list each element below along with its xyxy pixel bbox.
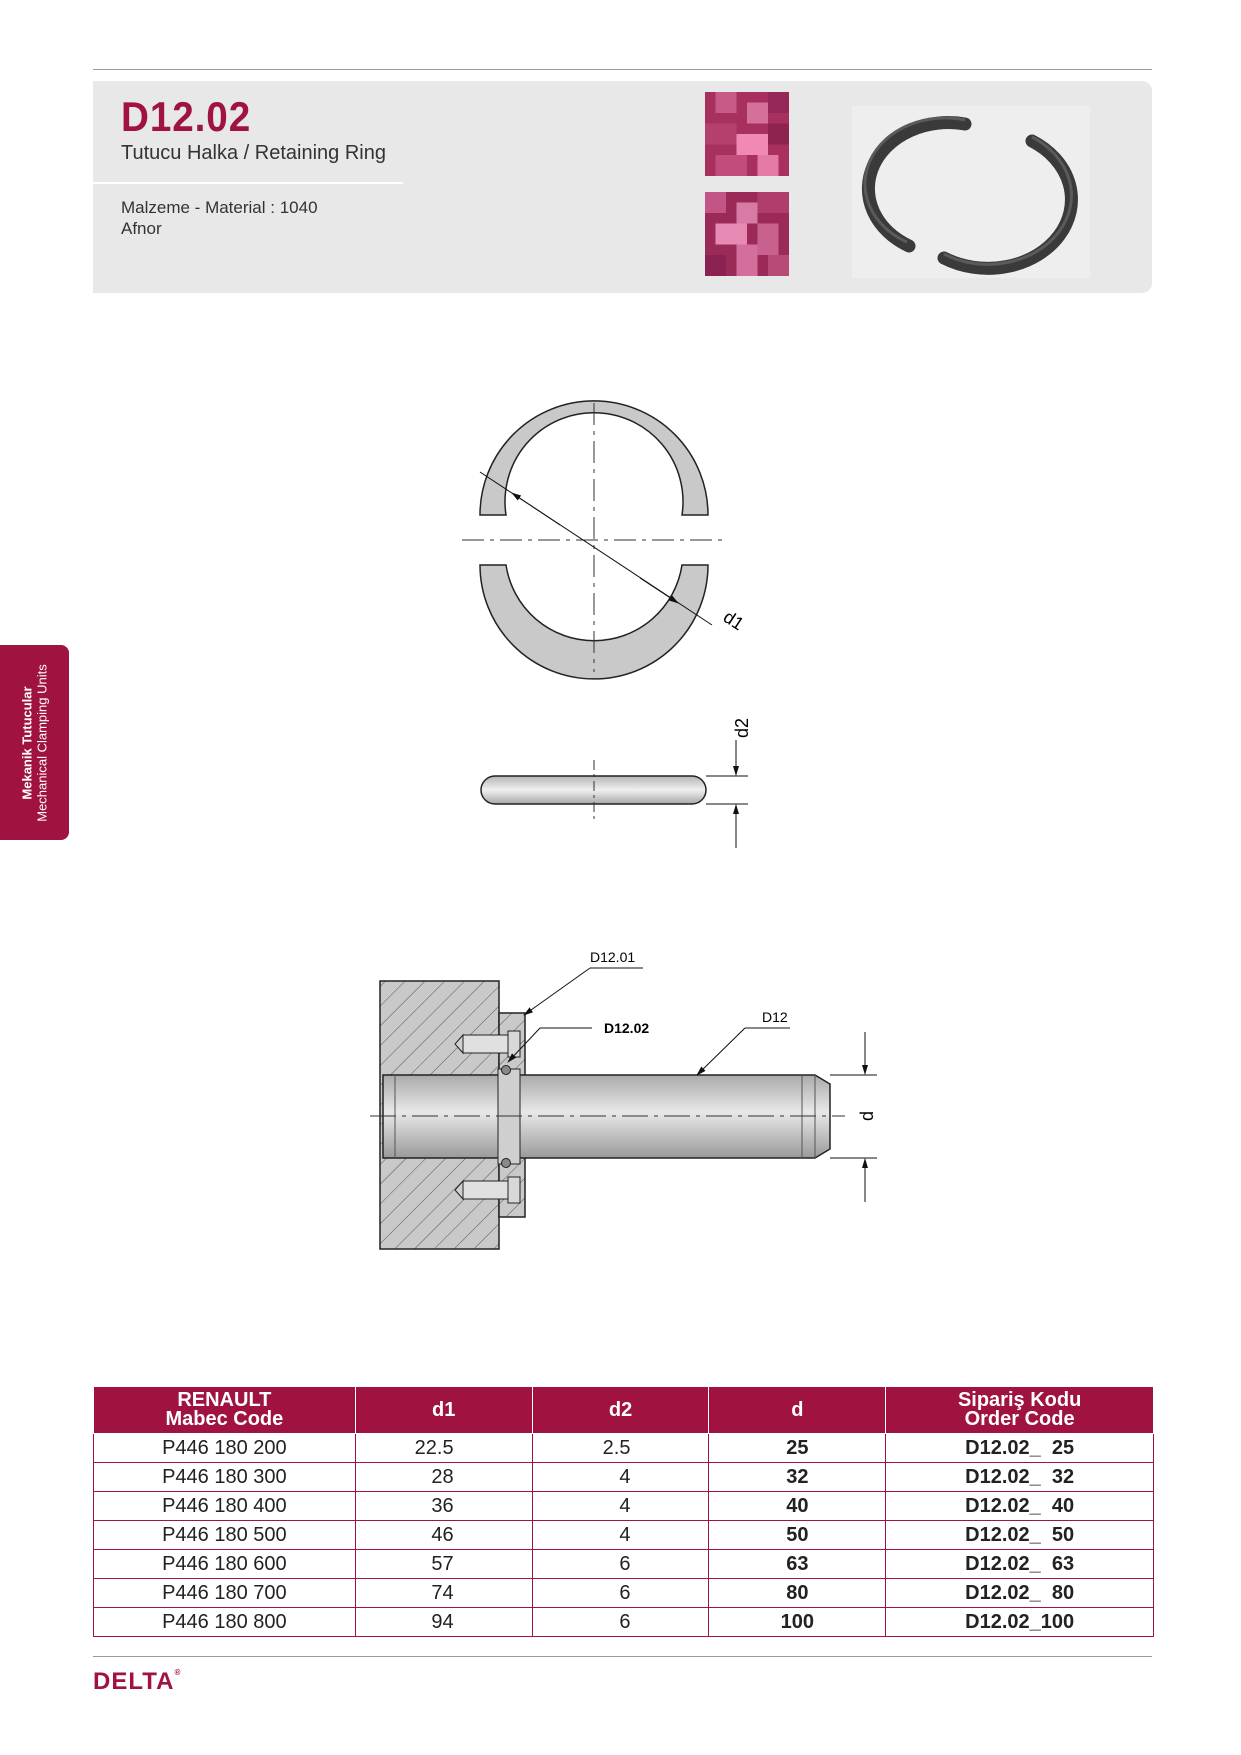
cell-d2: 6	[532, 1579, 709, 1608]
logo-text: DELTA	[93, 1668, 175, 1695]
cell-d1: 94	[355, 1608, 532, 1637]
cell-d: 63	[709, 1550, 886, 1579]
cell-renault-code: P446 180 700	[94, 1579, 356, 1608]
cell-d2: 2.5	[532, 1434, 709, 1463]
dim-label-d2: d2	[732, 717, 752, 739]
cell-d1: 57	[355, 1550, 532, 1579]
cell-order-code: D12.02_ 80	[886, 1579, 1154, 1608]
cell-d: 32	[709, 1463, 886, 1492]
ring-front-view	[462, 401, 748, 679]
table-row	[94, 1434, 1154, 1463]
table-row	[94, 1463, 1154, 1492]
cell-renault-code: P446 180 800	[94, 1608, 356, 1637]
cell-d2: 6	[532, 1550, 709, 1579]
cell-d1: 74	[355, 1579, 532, 1608]
cell-d2: 4	[532, 1463, 709, 1492]
cell-renault-code: P446 180 300	[94, 1463, 356, 1492]
table-row	[94, 1608, 1154, 1637]
ref-label-d1201: D12.01	[590, 949, 636, 965]
cell-d1: 22.5	[355, 1434, 532, 1463]
cell-d1: 28	[355, 1463, 532, 1492]
col-header-renault: RENAULT Mabec Code	[94, 1387, 356, 1434]
ref-label-d12: D12	[762, 1009, 788, 1025]
col-header-d: d	[709, 1387, 886, 1434]
dim-label-d: d	[857, 1110, 877, 1122]
ref-label-d1202: D12.02	[604, 1020, 650, 1036]
assembly-view	[370, 949, 877, 1249]
table-header-row	[94, 1387, 1154, 1434]
cell-d1: 36	[355, 1492, 532, 1521]
cell-d: 25	[709, 1434, 886, 1463]
cell-order-code: D12.02_ 63	[886, 1550, 1154, 1579]
table-row	[94, 1521, 1154, 1550]
cell-order-code: D12.02_ 50	[886, 1521, 1154, 1550]
cell-d2: 4	[532, 1492, 709, 1521]
cell-d: 100	[709, 1608, 886, 1637]
cell-renault-code: P446 180 200	[94, 1434, 356, 1463]
cell-order-code: D12.02_ 25	[886, 1434, 1154, 1463]
col-header-order-code: Sipariş Kodu Order Code	[886, 1387, 1154, 1434]
cell-order-code: D12.02_100	[886, 1608, 1154, 1637]
dim-label-d1: d1	[719, 606, 748, 635]
col-header-d1: d1	[355, 1387, 532, 1434]
col-header-d2: d2	[532, 1387, 709, 1434]
table-row	[94, 1579, 1154, 1608]
delta-logo: DELTA®	[93, 1668, 182, 1695]
cell-renault-code: P446 180 600	[94, 1550, 356, 1579]
table-row	[94, 1492, 1154, 1521]
category-tab-title: Mekanik Tutucular	[19, 686, 35, 800]
cell-renault-code: P446 180 500	[94, 1521, 356, 1550]
category-tab-subtitle: Mechanical Clamping Units	[34, 664, 50, 822]
cell-d: 80	[709, 1579, 886, 1608]
product-name: Tutucu Halka / Retaining Ring	[121, 142, 386, 164]
cell-order-code: D12.02_ 32	[886, 1463, 1154, 1492]
material-standard: Afnor	[121, 219, 162, 238]
product-code: D12.02	[121, 93, 252, 140]
cell-renault-code: P446 180 400	[94, 1492, 356, 1521]
bottom-rule	[93, 1656, 1152, 1657]
spec-table	[93, 1386, 1154, 1637]
cell-order-code: D12.02_ 40	[886, 1492, 1154, 1521]
cell-d1: 46	[355, 1521, 532, 1550]
cell-d: 50	[709, 1521, 886, 1550]
material-line: Malzeme - Material : 1040	[121, 198, 318, 217]
cell-d2: 6	[532, 1608, 709, 1637]
cell-d2: 4	[532, 1521, 709, 1550]
cell-d: 40	[709, 1492, 886, 1521]
table-row	[94, 1550, 1154, 1579]
ring-side-view	[481, 718, 752, 848]
